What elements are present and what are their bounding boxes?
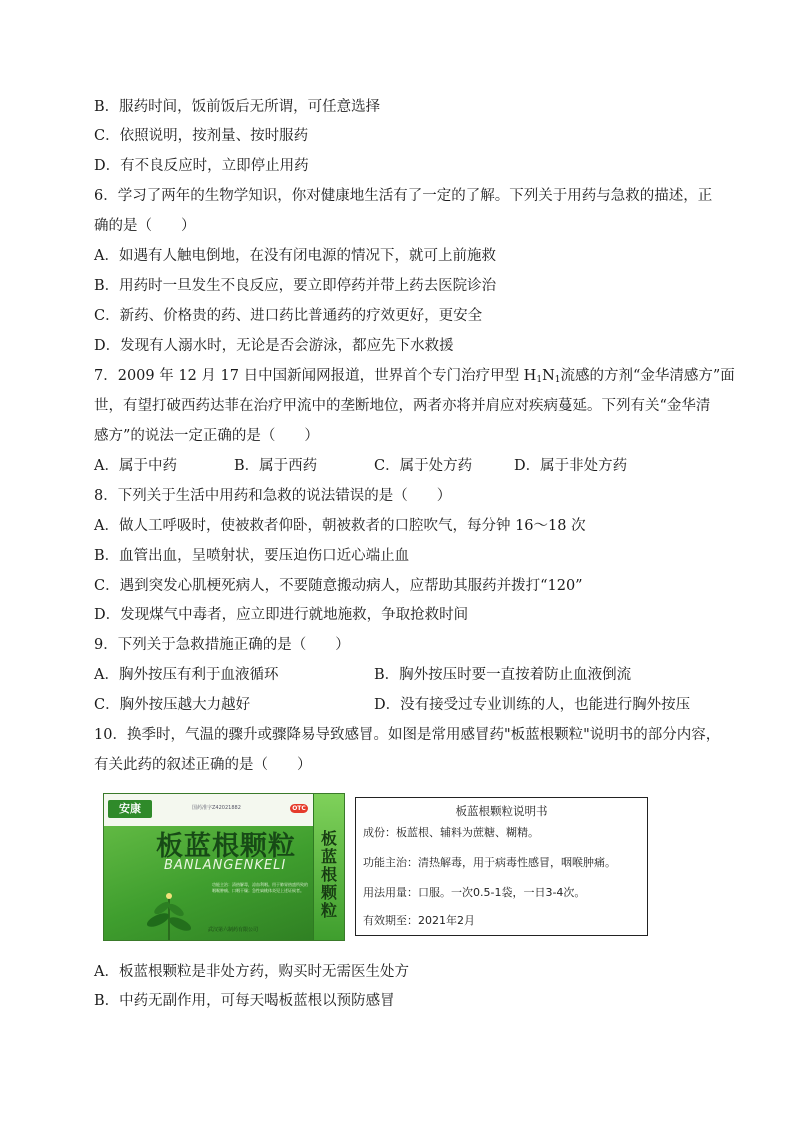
function-row: 功能主治：清热解毒，用于病毒性感冒，咽喉肿痛。 — [363, 856, 616, 869]
product-pinyin: BANLANGENKELI — [164, 858, 287, 873]
q5-option-b: B．服药时间，饭前饭后无所谓，可任意选择 — [94, 99, 381, 115]
q8-option-a: A．做人工呼吸时，使被救者仰卧，朝被救者的口腔吹气，每分钟 16～18 次 — [94, 518, 586, 534]
instruction-title: 板蓝根颗粒说明书 — [455, 804, 548, 818]
q9-option-a: A．胸外按压有利于血液循环 — [94, 667, 279, 683]
q7-stem-line3: 感方”的说法一定正确的是（ ） — [94, 428, 319, 444]
side-product-name: 板蓝根颗粒 — [320, 829, 337, 920]
expiry-row: 有效期至：2021年2月 — [363, 914, 475, 927]
q7-option-a: A．属于中药 — [94, 458, 177, 474]
q10-option-b: B．中药无副作用，可每天喝板蓝根以预防感冒 — [94, 993, 395, 1009]
q8-option-d: D．发现煤气中毒者，应立即进行就地施救，争取抢救时间 — [94, 607, 469, 623]
q7-option-b: B．属于西药 — [234, 458, 318, 474]
q8-option-b: B．血管出血，呈喷射状，要压迫伤口近心端止血 — [94, 548, 410, 564]
indication-text: 功能主治：清热解毒，凉血利咽。用于肺胃热盛所致的咽喉肿痛、口咽干燥；急性扁桃体炎见上述证候者。 — [212, 882, 308, 893]
q7-stem-part3: 流感的方剂“金华清感方”面 — [560, 368, 735, 384]
plant-illustration-icon — [134, 880, 204, 940]
registration-number: 国药准字Z42021882 — [192, 805, 241, 811]
q7-stem-line2: 世，有望打破西药达菲在治疗甲流中的垄断地位，两者亦将并肩应对疾病蔓延。下列有关“金华清 — [94, 398, 711, 414]
q7-option-d: D．属于非处方药 — [514, 458, 628, 474]
q6-option-a: A．如遇有人触电倒地，在没有闭电源的情况下，就可上前施救 — [94, 248, 496, 264]
manufacturer: 武汉第六制药有限公司 — [208, 927, 259, 933]
usage-row: 用法用量：口服。一次0.5-1袋，一日3-4次。 — [363, 886, 586, 899]
q10-option-a: A．板蓝根颗粒是非处方药，购买时无需医生处方 — [94, 964, 409, 980]
q6-option-c: C．新药、价格贵的药、进口药比普通药的疗效更好，更安全 — [94, 308, 483, 324]
q9-option-c: C．胸外按压越大力越好 — [94, 697, 251, 713]
q10-stem-line2: 有关此药的叙述正确的是（ ） — [94, 757, 312, 773]
q8-stem: 8．下列关于生活中用药和急救的说法错误的是（ ） — [94, 488, 452, 504]
q6-option-d: D．发现有人溺水时，无论是否会游泳，都应先下水救援 — [94, 338, 454, 354]
instruction-card — [355, 797, 648, 936]
q7-stem-part2: N — [542, 368, 555, 384]
q9-option-b: B．胸外按压时要一直按着防止血液倒流 — [374, 667, 632, 683]
brand-logo: 安康 — [108, 800, 152, 818]
otc-badge: OTC — [290, 804, 308, 813]
q9-stem: 9．下列关于急救措施正确的是（ ） — [94, 637, 350, 653]
ingredients-row: 成份：板蓝根、辅料为蔗糖、糊精。 — [363, 826, 539, 839]
q6-stem-line2: 确的是（ ） — [94, 218, 196, 234]
q5-option-d: D．有不良反应时，立即停止用药 — [94, 158, 309, 174]
q7-stem-line1 — [94, 366, 735, 390]
q7-stem-part1: 7．2009 年 12 月 17 日中国新闻网报道，世界首个专门治疗甲型 H — [94, 368, 537, 384]
q7-sub2: 1 — [554, 375, 561, 385]
q7-sub1: 1 — [536, 375, 543, 385]
q7-option-c: C．属于处方药 — [374, 458, 473, 474]
q6-option-b: B．用药时一旦发生不良反应，要立即停药并带上药去医院诊治 — [94, 278, 497, 294]
medicine-box-image — [103, 793, 345, 941]
q10-stem-line1: 10．换季时，气温的骤升或骤降易导致感冒。如图是常用感冒药"板蓝根颗粒"说明书的部分内容， — [94, 727, 721, 743]
q6-stem-line1: 6．学习了两年的生物学知识，你对健康地生活有了一定的了解。下列关于用药与急救的描述，正 — [94, 188, 713, 204]
q5-option-c: C．依照说明，按剂量、按时服药 — [94, 128, 309, 144]
q8-option-c: C．遇到突发心肌梗死病人，不要随意搬动病人，应帮助其服药并拨打“120” — [94, 578, 583, 594]
q9-option-d: D．没有接受过专业训练的人，也能进行胸外按压 — [374, 697, 691, 713]
product-name: 板蓝根颗粒 — [156, 831, 296, 862]
